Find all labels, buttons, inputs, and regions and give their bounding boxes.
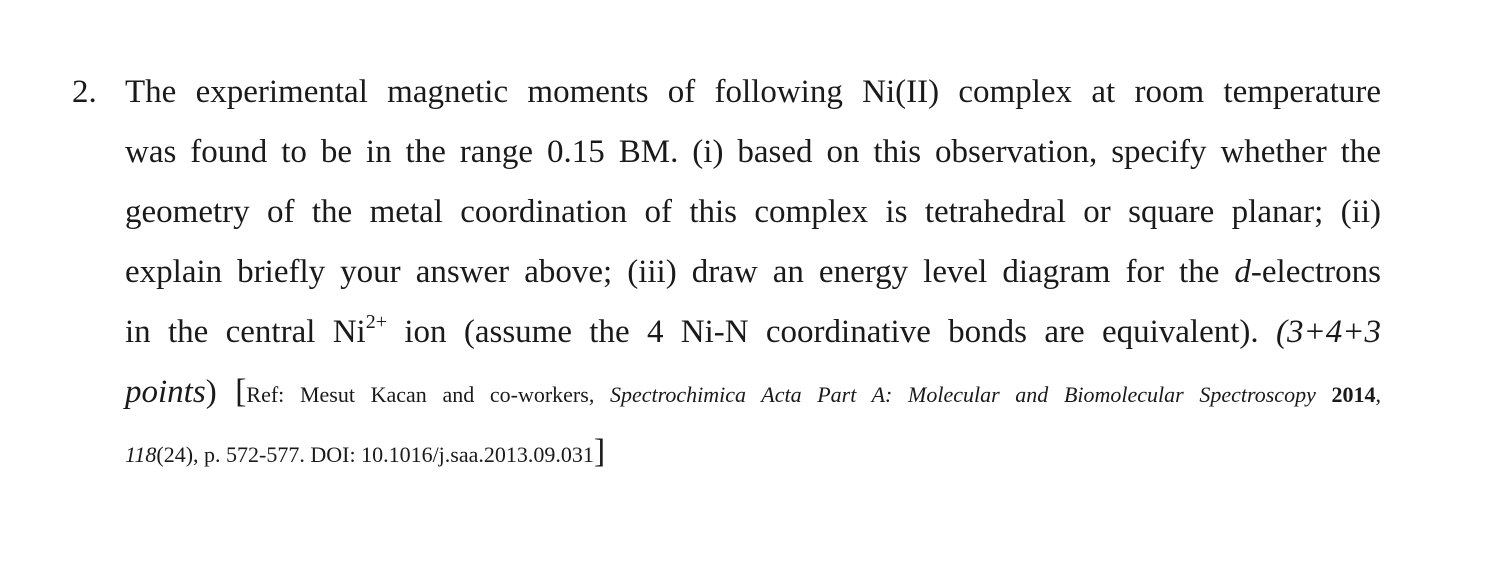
line4-text: explain briefly your answer above; (iii) draw an energy level diagram for the xyxy=(125,254,1235,290)
reference-year: 2014 xyxy=(1331,382,1376,407)
points-close-paren: ) xyxy=(205,374,217,410)
question-line-1: The experimental magnetic moments of following Ni(II) complex at room temperature xyxy=(125,74,1381,110)
question-line-4 xyxy=(125,252,1381,292)
question-number: 2. xyxy=(72,74,97,110)
points-word-group xyxy=(125,374,217,410)
question-line-5 xyxy=(125,312,1381,352)
d-orbital-label: d xyxy=(1234,254,1251,290)
line5-text: in the central Ni xyxy=(125,314,366,350)
reference-journal: Spectrochimica Acta Part A: Molecular and Biomolecular Spectroscopy xyxy=(609,382,1316,407)
line5-suffix: ion (assume the 4 Ni-N coordinative bonds are equivalent). xyxy=(387,314,1276,350)
charge-superscript: 2+ xyxy=(365,311,388,333)
reference-details: (24), p. 572-577. DOI: 10.1016/j.saa.2013.09.031 xyxy=(156,442,594,467)
question-line-7 xyxy=(125,432,605,475)
line4-suffix: -electrons xyxy=(1250,254,1381,290)
reference-close-bracket: ] xyxy=(593,433,606,470)
reference-group xyxy=(235,374,1381,410)
points-label-start: (3+4+3 xyxy=(1275,314,1381,350)
question-line-2: was found to be in the range 0.15 BM. (i) based on this observation, specify whether the xyxy=(125,134,1381,170)
question-line-6 xyxy=(125,372,1381,415)
reference-prefix: Ref: Mesut Kacan and co-workers, xyxy=(246,382,610,407)
reference-open-bracket: [ xyxy=(235,373,247,410)
reference-volume: 118 xyxy=(125,442,157,467)
question-line-3: geometry of the metal coordination of this complex is tetrahedral or square planar; (ii) xyxy=(125,194,1381,230)
reference-comma: , xyxy=(1375,382,1381,407)
points-label-end: points xyxy=(125,374,206,410)
